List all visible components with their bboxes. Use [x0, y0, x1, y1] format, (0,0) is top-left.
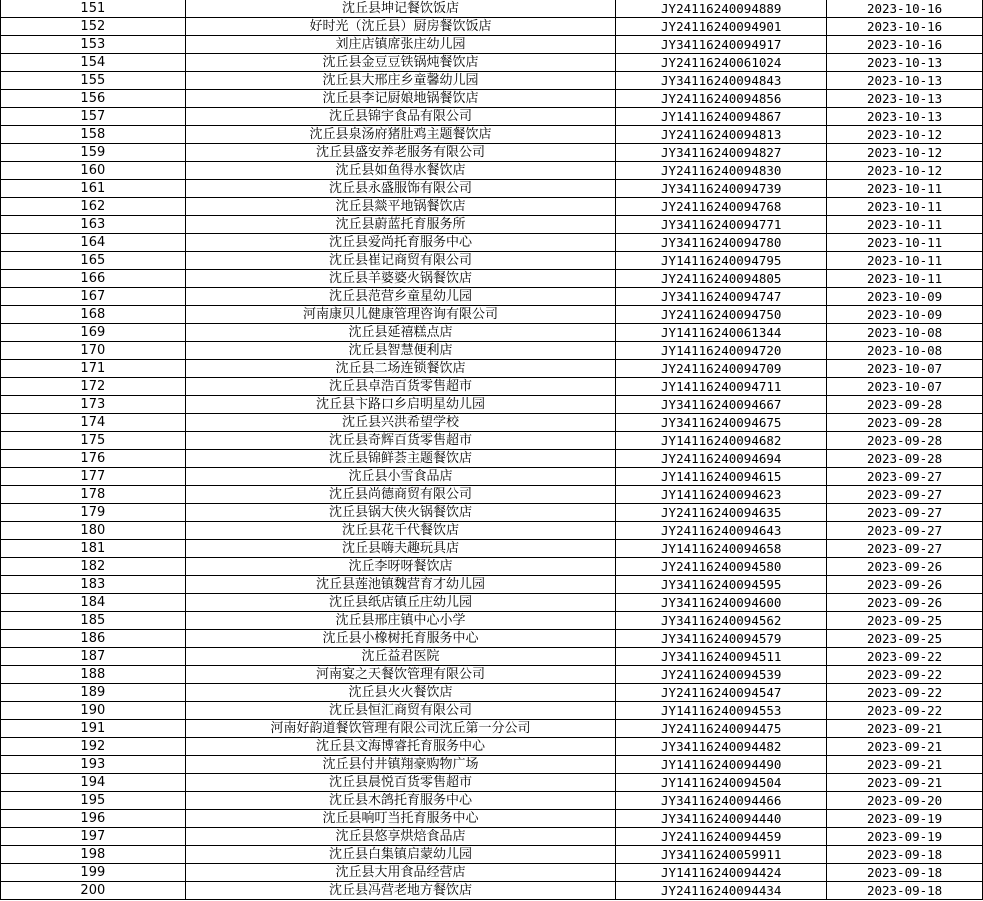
row-number-cell[interactable]: 167	[1, 288, 186, 306]
row-number-cell[interactable]: 158	[1, 126, 186, 144]
row-number-cell[interactable]: 169	[1, 324, 186, 342]
row-number-cell[interactable]: 182	[1, 558, 186, 576]
business-name-cell[interactable]: 沈丘县蔚蓝托育服务所	[185, 216, 616, 234]
license-number-cell[interactable]: JY34116240059911	[616, 846, 827, 864]
business-name-cell[interactable]: 沈丘县火火餐饮店	[185, 684, 616, 702]
issue-date-cell[interactable]: 2023-09-18	[827, 846, 983, 864]
license-number-cell[interactable]: JY34116240094675	[616, 414, 827, 432]
issue-date-cell[interactable]: 2023-10-07	[827, 378, 983, 396]
table-row	[1, 756, 983, 774]
license-number-cell[interactable]: JY14116240094711	[616, 378, 827, 396]
issue-date-cell[interactable]: 2023-10-09	[827, 306, 983, 324]
license-number-cell[interactable]: JY24116240094889	[616, 0, 827, 18]
license-number-cell[interactable]: JY24116240094643	[616, 522, 827, 540]
row-number-cell[interactable]: 176	[1, 450, 186, 468]
business-name-cell[interactable]: 沈丘县尚德商贸有限公司	[185, 486, 616, 504]
license-number-cell[interactable]: JY24116240094580	[616, 558, 827, 576]
license-table-body	[1, 0, 983, 900]
license-number-cell[interactable]: JY34116240094466	[616, 792, 827, 810]
table-row	[1, 450, 983, 468]
license-number-cell[interactable]: JY34116240094667	[616, 396, 827, 414]
issue-date-cell[interactable]: 2023-09-22	[827, 702, 983, 720]
row-number-cell[interactable]: 190	[1, 702, 186, 720]
license-number-cell[interactable]: JY34116240094595	[616, 576, 827, 594]
table-row	[1, 738, 983, 756]
table-row	[1, 504, 983, 522]
table-row	[1, 306, 983, 324]
license-number-cell[interactable]: JY34116240094579	[616, 630, 827, 648]
table-row	[1, 414, 983, 432]
row-number-cell[interactable]: 198	[1, 846, 186, 864]
row-number-cell[interactable]: 151	[1, 0, 186, 18]
business-name-cell[interactable]: 沈丘县李记厨娘地锅餐饮店	[185, 90, 616, 108]
table-row	[1, 774, 983, 792]
table-row	[1, 162, 983, 180]
row-number-cell[interactable]: 189	[1, 684, 186, 702]
business-name-cell[interactable]: 沈丘县嗨夫趣玩具店	[185, 540, 616, 558]
business-name-cell[interactable]: 沈丘县范营乡童星幼儿园	[185, 288, 616, 306]
issue-date-cell[interactable]: 2023-10-13	[827, 108, 983, 126]
table-row	[1, 144, 983, 162]
license-number-cell[interactable]: JY24116240094475	[616, 720, 827, 738]
row-number-cell[interactable]: 180	[1, 522, 186, 540]
license-number-cell[interactable]: JY24116240094805	[616, 270, 827, 288]
business-name-cell[interactable]: 沈丘县小橡树托育服务中心	[185, 630, 616, 648]
issue-date-cell[interactable]: 2023-10-13	[827, 90, 983, 108]
row-number-cell[interactable]: 172	[1, 378, 186, 396]
license-number-cell[interactable]: JY14116240094795	[616, 252, 827, 270]
row-number-cell[interactable]: 179	[1, 504, 186, 522]
row-number-cell[interactable]: 166	[1, 270, 186, 288]
table-row	[1, 684, 983, 702]
issue-date-cell[interactable]: 2023-10-12	[827, 126, 983, 144]
table-row	[1, 0, 983, 18]
license-number-cell[interactable]: JY24116240094635	[616, 504, 827, 522]
row-number-cell[interactable]: 164	[1, 234, 186, 252]
table-row	[1, 594, 983, 612]
issue-date-cell[interactable]: 2023-09-27	[827, 522, 983, 540]
license-number-cell[interactable]: JY24116240094856	[616, 90, 827, 108]
table-row	[1, 864, 983, 882]
table-row	[1, 846, 983, 864]
license-number-cell[interactable]: JY34116240094780	[616, 234, 827, 252]
license-number-cell[interactable]: JY14116240094623	[616, 486, 827, 504]
issue-date-cell[interactable]: 2023-09-21	[827, 774, 983, 792]
license-number-cell[interactable]: JY24116240094830	[616, 162, 827, 180]
license-number-cell[interactable]: JY14116240094867	[616, 108, 827, 126]
business-name-cell[interactable]: 沈丘县木鸽托育服务中心	[185, 792, 616, 810]
license-number-cell[interactable]: JY34116240094562	[616, 612, 827, 630]
row-number-cell[interactable]: 168	[1, 306, 186, 324]
business-name-cell[interactable]: 沈丘县大邢庄乡童馨幼儿园	[185, 72, 616, 90]
table-row	[1, 720, 983, 738]
business-name-cell[interactable]: 沈丘县晨悦百货零售超市	[185, 774, 616, 792]
business-name-cell[interactable]: 沈丘县大用食品经营店	[185, 864, 616, 882]
issue-date-cell[interactable]: 2023-10-11	[827, 216, 983, 234]
issue-date-cell[interactable]: 2023-09-27	[827, 504, 983, 522]
license-number-cell[interactable]: JY34116240094827	[616, 144, 827, 162]
business-name-cell[interactable]: 沈丘县锦宇食品有限公司	[185, 108, 616, 126]
row-number-cell[interactable]: 187	[1, 648, 186, 666]
table-row	[1, 468, 983, 486]
table-row	[1, 576, 983, 594]
row-number-cell[interactable]: 162	[1, 198, 186, 216]
business-name-cell[interactable]: 沈丘县二场连锁餐饮店	[185, 360, 616, 378]
table-row	[1, 198, 983, 216]
business-name-cell[interactable]: 沈丘县盛安养老服务有限公司	[185, 144, 616, 162]
table-row	[1, 432, 983, 450]
row-number-cell[interactable]: 177	[1, 468, 186, 486]
business-name-cell[interactable]: 沈丘县泉汤府猪肚鸡主题餐饮店	[185, 126, 616, 144]
license-number-cell[interactable]: JY34116240094739	[616, 180, 827, 198]
business-name-cell[interactable]: 沈丘县悠享烘焙食品店	[185, 828, 616, 846]
business-name-cell[interactable]: 沈丘县恒汇商贸有限公司	[185, 702, 616, 720]
row-number-cell[interactable]: 196	[1, 810, 186, 828]
table-row	[1, 126, 983, 144]
issue-date-cell[interactable]: 2023-10-09	[827, 288, 983, 306]
issue-date-cell[interactable]: 2023-10-13	[827, 54, 983, 72]
row-number-cell[interactable]: 191	[1, 720, 186, 738]
business-name-cell[interactable]: 沈丘县花千代餐饮店	[185, 522, 616, 540]
row-number-cell[interactable]: 175	[1, 432, 186, 450]
table-row	[1, 90, 983, 108]
issue-date-cell[interactable]: 2023-09-27	[827, 486, 983, 504]
business-name-cell[interactable]: 河南康贝儿健康管理咨询有限公司	[185, 306, 616, 324]
license-number-cell[interactable]: JY14116240094504	[616, 774, 827, 792]
table-row	[1, 540, 983, 558]
row-number-cell[interactable]: 188	[1, 666, 186, 684]
table-row	[1, 612, 983, 630]
row-number-cell[interactable]: 155	[1, 72, 186, 90]
table-row	[1, 360, 983, 378]
row-number-cell[interactable]: 185	[1, 612, 186, 630]
issue-date-cell[interactable]: 2023-09-21	[827, 756, 983, 774]
table-row	[1, 54, 983, 72]
license-number-cell[interactable]: JY24116240094901	[616, 18, 827, 36]
issue-date-cell[interactable]: 2023-10-07	[827, 360, 983, 378]
row-number-cell[interactable]: 165	[1, 252, 186, 270]
issue-date-cell[interactable]: 2023-09-22	[827, 666, 983, 684]
table-row	[1, 810, 983, 828]
business-name-cell[interactable]: 沈丘县永盛服饰有限公司	[185, 180, 616, 198]
issue-date-cell[interactable]: 2023-09-21	[827, 720, 983, 738]
business-name-cell[interactable]: 河南好韵道餐饮管理有限公司沈丘第一分公司	[185, 720, 616, 738]
issue-date-cell[interactable]: 2023-09-28	[827, 396, 983, 414]
table-row	[1, 216, 983, 234]
issue-date-cell[interactable]: 2023-09-22	[827, 648, 983, 666]
row-number-cell[interactable]: 199	[1, 864, 186, 882]
table-row	[1, 288, 983, 306]
issue-date-cell[interactable]: 2023-10-16	[827, 36, 983, 54]
license-number-cell[interactable]: JY24116240094539	[616, 666, 827, 684]
row-number-cell[interactable]: 183	[1, 576, 186, 594]
table-row	[1, 324, 983, 342]
business-name-cell[interactable]: 沈丘县智慧便利店	[185, 342, 616, 360]
business-name-cell[interactable]: 沈丘县锦鲜荟主题餐饮店	[185, 450, 616, 468]
issue-date-cell[interactable]: 2023-09-19	[827, 828, 983, 846]
license-number-cell[interactable]: JY34116240094747	[616, 288, 827, 306]
table-row	[1, 882, 983, 900]
issue-date-cell[interactable]: 2023-09-27	[827, 468, 983, 486]
row-number-cell[interactable]: 194	[1, 774, 186, 792]
row-number-cell[interactable]: 161	[1, 180, 186, 198]
table-row	[1, 792, 983, 810]
issue-date-cell[interactable]: 2023-09-22	[827, 684, 983, 702]
business-name-cell[interactable]: 沈丘县卞路口乡启明星幼儿园	[185, 396, 616, 414]
issue-date-cell[interactable]: 2023-09-25	[827, 612, 983, 630]
business-name-cell[interactable]: 沈丘县兴洪希望学校	[185, 414, 616, 432]
license-number-cell[interactable]: JY14116240094720	[616, 342, 827, 360]
issue-date-cell[interactable]: 2023-09-26	[827, 576, 983, 594]
row-number-cell[interactable]: 193	[1, 756, 186, 774]
business-name-cell[interactable]: 沈丘县如鱼得水餐饮店	[185, 162, 616, 180]
business-name-cell[interactable]: 沈丘李呀呀餐饮店	[185, 558, 616, 576]
row-number-cell[interactable]: 197	[1, 828, 186, 846]
business-name-cell[interactable]: 沈丘县文海博睿托育服务中心	[185, 738, 616, 756]
license-number-cell[interactable]: JY34116240094440	[616, 810, 827, 828]
business-name-cell[interactable]: 沈丘县锅大侠火锅餐饮店	[185, 504, 616, 522]
table-row	[1, 396, 983, 414]
business-name-cell[interactable]: 沈丘县延禧糕点店	[185, 324, 616, 342]
table-row	[1, 72, 983, 90]
table-row	[1, 180, 983, 198]
business-name-cell[interactable]: 刘庄店镇席张庄幼儿园	[185, 36, 616, 54]
issue-date-cell[interactable]: 2023-10-11	[827, 198, 983, 216]
license-number-cell[interactable]: JY24116240094709	[616, 360, 827, 378]
license-number-cell[interactable]: JY14116240094615	[616, 468, 827, 486]
license-number-cell[interactable]: JY24116240094750	[616, 306, 827, 324]
issue-date-cell[interactable]: 2023-09-28	[827, 432, 983, 450]
license-number-cell[interactable]: JY14116240094553	[616, 702, 827, 720]
row-number-cell[interactable]: 192	[1, 738, 186, 756]
row-number-cell[interactable]: 184	[1, 594, 186, 612]
row-number-cell[interactable]: 159	[1, 144, 186, 162]
issue-date-cell[interactable]: 2023-10-16	[827, 18, 983, 36]
issue-date-cell[interactable]: 2023-09-19	[827, 810, 983, 828]
row-number-cell[interactable]: 153	[1, 36, 186, 54]
row-number-cell[interactable]: 195	[1, 792, 186, 810]
row-number-cell[interactable]: 170	[1, 342, 186, 360]
row-number-cell[interactable]: 160	[1, 162, 186, 180]
row-number-cell[interactable]: 163	[1, 216, 186, 234]
issue-date-cell[interactable]: 2023-09-25	[827, 630, 983, 648]
table-row	[1, 558, 983, 576]
issue-date-cell[interactable]: 2023-09-27	[827, 540, 983, 558]
license-number-cell[interactable]: JY24116240094813	[616, 126, 827, 144]
business-name-cell[interactable]: 沈丘县纸店镇丘庄幼儿园	[185, 594, 616, 612]
issue-date-cell[interactable]: 2023-10-11	[827, 234, 983, 252]
license-number-cell[interactable]: JY34116240094843	[616, 72, 827, 90]
row-number-cell[interactable]: 200	[1, 882, 186, 900]
license-number-cell[interactable]: JY14116240094682	[616, 432, 827, 450]
business-name-cell[interactable]: 沈丘县金豆豆铁锅炖餐饮店	[185, 54, 616, 72]
business-name-cell[interactable]: 沈丘县邢庄镇中心小学	[185, 612, 616, 630]
license-number-cell[interactable]: JY14116240094424	[616, 864, 827, 882]
issue-date-cell[interactable]: 2023-09-18	[827, 864, 983, 882]
issue-date-cell[interactable]: 2023-09-21	[827, 738, 983, 756]
issue-date-cell[interactable]: 2023-09-28	[827, 414, 983, 432]
issue-date-cell[interactable]: 2023-10-16	[827, 0, 983, 18]
table-row	[1, 486, 983, 504]
issue-date-cell[interactable]: 2023-10-11	[827, 252, 983, 270]
row-number-cell[interactable]: 171	[1, 360, 186, 378]
license-number-cell[interactable]: JY34116240094917	[616, 36, 827, 54]
table-row	[1, 630, 983, 648]
business-name-cell[interactable]: 沈丘县崔记商贸有限公司	[185, 252, 616, 270]
row-number-cell[interactable]: 157	[1, 108, 186, 126]
issue-date-cell[interactable]: 2023-09-26	[827, 594, 983, 612]
license-number-cell[interactable]: JY24116240094434	[616, 882, 827, 900]
row-number-cell[interactable]: 178	[1, 486, 186, 504]
table-row	[1, 36, 983, 54]
business-name-cell[interactable]: 沈丘县卓浩百货零售超市	[185, 378, 616, 396]
license-number-cell[interactable]: JY14116240061344	[616, 324, 827, 342]
issue-date-cell[interactable]: 2023-09-20	[827, 792, 983, 810]
row-number-cell[interactable]: 154	[1, 54, 186, 72]
license-number-cell[interactable]: JY34116240094482	[616, 738, 827, 756]
business-name-cell[interactable]: 沈丘县响叮当托育服务中心	[185, 810, 616, 828]
business-name-cell[interactable]: 沈丘县燚平地锅餐饮店	[185, 198, 616, 216]
business-name-cell[interactable]: 沈丘县付井镇翔豪购物广场	[185, 756, 616, 774]
issue-date-cell[interactable]: 2023-10-11	[827, 270, 983, 288]
table-row	[1, 648, 983, 666]
business-name-cell[interactable]: 沈丘县坤记餐饮饭店	[185, 0, 616, 18]
issue-date-cell[interactable]: 2023-10-12	[827, 162, 983, 180]
license-number-cell[interactable]: JY24116240061024	[616, 54, 827, 72]
table-row	[1, 270, 983, 288]
business-name-cell[interactable]: 沈丘县白集镇启蒙幼儿园	[185, 846, 616, 864]
issue-date-cell[interactable]: 2023-10-12	[827, 144, 983, 162]
row-number-cell[interactable]: 173	[1, 396, 186, 414]
issue-date-cell[interactable]: 2023-10-11	[827, 180, 983, 198]
license-number-cell[interactable]: JY24116240094768	[616, 198, 827, 216]
license-number-cell[interactable]: JY34116240094600	[616, 594, 827, 612]
issue-date-cell[interactable]: 2023-09-28	[827, 450, 983, 468]
license-number-cell[interactable]: JY14116240094490	[616, 756, 827, 774]
business-name-cell[interactable]: 沈丘益君医院	[185, 648, 616, 666]
issue-date-cell[interactable]: 2023-09-26	[827, 558, 983, 576]
row-number-cell[interactable]: 156	[1, 90, 186, 108]
table-row	[1, 252, 983, 270]
row-number-cell[interactable]: 152	[1, 18, 186, 36]
license-number-cell[interactable]: JY24116240094459	[616, 828, 827, 846]
table-row	[1, 108, 983, 126]
license-number-cell[interactable]: JY24116240094694	[616, 450, 827, 468]
table-row	[1, 378, 983, 396]
table-row	[1, 342, 983, 360]
row-number-cell[interactable]: 181	[1, 540, 186, 558]
license-number-cell[interactable]: JY24116240094547	[616, 684, 827, 702]
business-name-cell[interactable]: 沈丘县羊婆婆火锅餐饮店	[185, 270, 616, 288]
table-row	[1, 702, 983, 720]
business-name-cell[interactable]: 沈丘县冯营老地方餐饮店	[185, 882, 616, 900]
license-number-cell[interactable]: JY34116240094771	[616, 216, 827, 234]
table-row	[1, 522, 983, 540]
table-row	[1, 828, 983, 846]
license-number-cell[interactable]: JY34116240094511	[616, 648, 827, 666]
issue-date-cell[interactable]: 2023-10-13	[827, 72, 983, 90]
table-row	[1, 18, 983, 36]
business-name-cell[interactable]: 河南宴之天餐饮管理有限公司	[185, 666, 616, 684]
business-name-cell[interactable]: 沈丘县奇辉百货零售超市	[185, 432, 616, 450]
license-number-cell[interactable]: JY14116240094658	[616, 540, 827, 558]
business-name-cell[interactable]: 沈丘县小雪食品店	[185, 468, 616, 486]
table-row	[1, 666, 983, 684]
issue-date-cell[interactable]: 2023-10-08	[827, 324, 983, 342]
issue-date-cell[interactable]: 2023-10-08	[827, 342, 983, 360]
business-name-cell[interactable]: 沈丘县爱尚托育服务中心	[185, 234, 616, 252]
table-row	[1, 234, 983, 252]
business-name-cell[interactable]: 沈丘县莲池镇魏营育才幼儿园	[185, 576, 616, 594]
row-number-cell[interactable]: 174	[1, 414, 186, 432]
issue-date-cell[interactable]: 2023-09-18	[827, 882, 983, 900]
business-name-cell[interactable]: 好时光（沈丘县）厨房餐饮饭店	[185, 18, 616, 36]
row-number-cell[interactable]: 186	[1, 630, 186, 648]
